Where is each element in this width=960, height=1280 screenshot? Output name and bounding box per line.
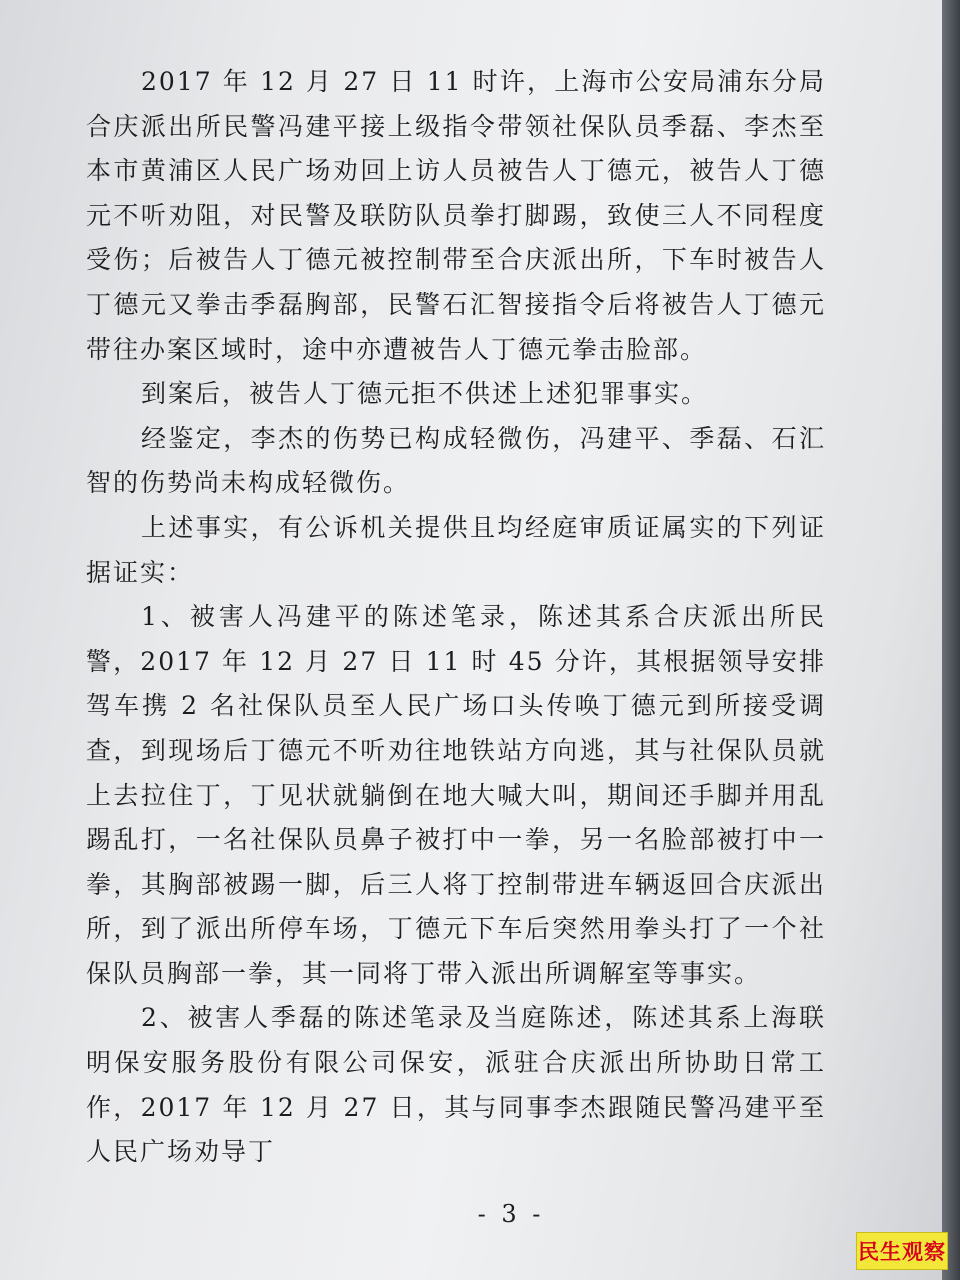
paragraph-no-confession: 到案后，被告人丁德元拒不供述上述犯罪事实。 (141, 379, 709, 409)
paragraph-evidence-1: 1、被害人冯建平的陈述笔录，陈述其系合庆派出所民警，2017 年 12 月 27 日 11 时 45 分许，其根据领导安排驾车携 2 名社保队员至人民广场口头传唤丁德元到所接受调查，到现场后丁德元不听劝往地铁站方向逃，其与社保队员就上去拉住丁，丁见状就躺倒在地大喊大叫，期间还手脚并用乱踢乱打，一名社保队员鼻子被打中一拳，另一名脸部被打中一拳，其胸部被踢一脚，后三人将丁控制带进车辆返回合庆派出所，到了派出所停车场，丁德元下车后突然用拳头打了一个社保队员胸部一拳，其一同将丁带入派出所调解室等事实。 (86, 602, 826, 988)
paragraph-evidence-intro: 上述事实，有公诉机关提供且均经庭审质证属实的下列证据证实： (86, 512, 826, 587)
watermark-badge: 民生观察 (856, 1232, 948, 1270)
paragraph-injury-assessment: 经鉴定，李杰的伤势已构成轻微伤，冯建平、季磊、石汇智的伤势尚未构成轻微伤。 (86, 423, 826, 498)
document-body (86, 60, 826, 1175)
paragraph-incident: 2017 年 12 月 27 日 11 时许，上海市公安局浦东分局合庆派出所民警冯建平接上级指令带领社保队员季磊、李杰至本市黄浦区人民广场劝回上访人员被告人丁德元，被告人丁德元不听劝阻，对民警及联防队员拳打脚踢，致使三人不同程度受伤；后被告人丁德元被控制带至合庆派出所，下车时被告人丁德元又拳击季磊胸部，民警石汇智接指令后将被告人丁德元带往办案区域时，途中亦遭被告人丁德元拳击脸部。 (86, 67, 826, 364)
paragraph-evidence-2: 2、被害人季磊的陈述笔录及当庭陈述，陈述其系上海联明保安服务股份有限公司保安，派驻合庆派出所协助日常工作，2017 年 12 月 27 日，其与同事李杰跟随民警冯建平至人民广场劝导丁 (86, 1003, 826, 1167)
page-edge-shadow (942, 0, 960, 1280)
page-number: - 3 - (477, 1200, 545, 1228)
